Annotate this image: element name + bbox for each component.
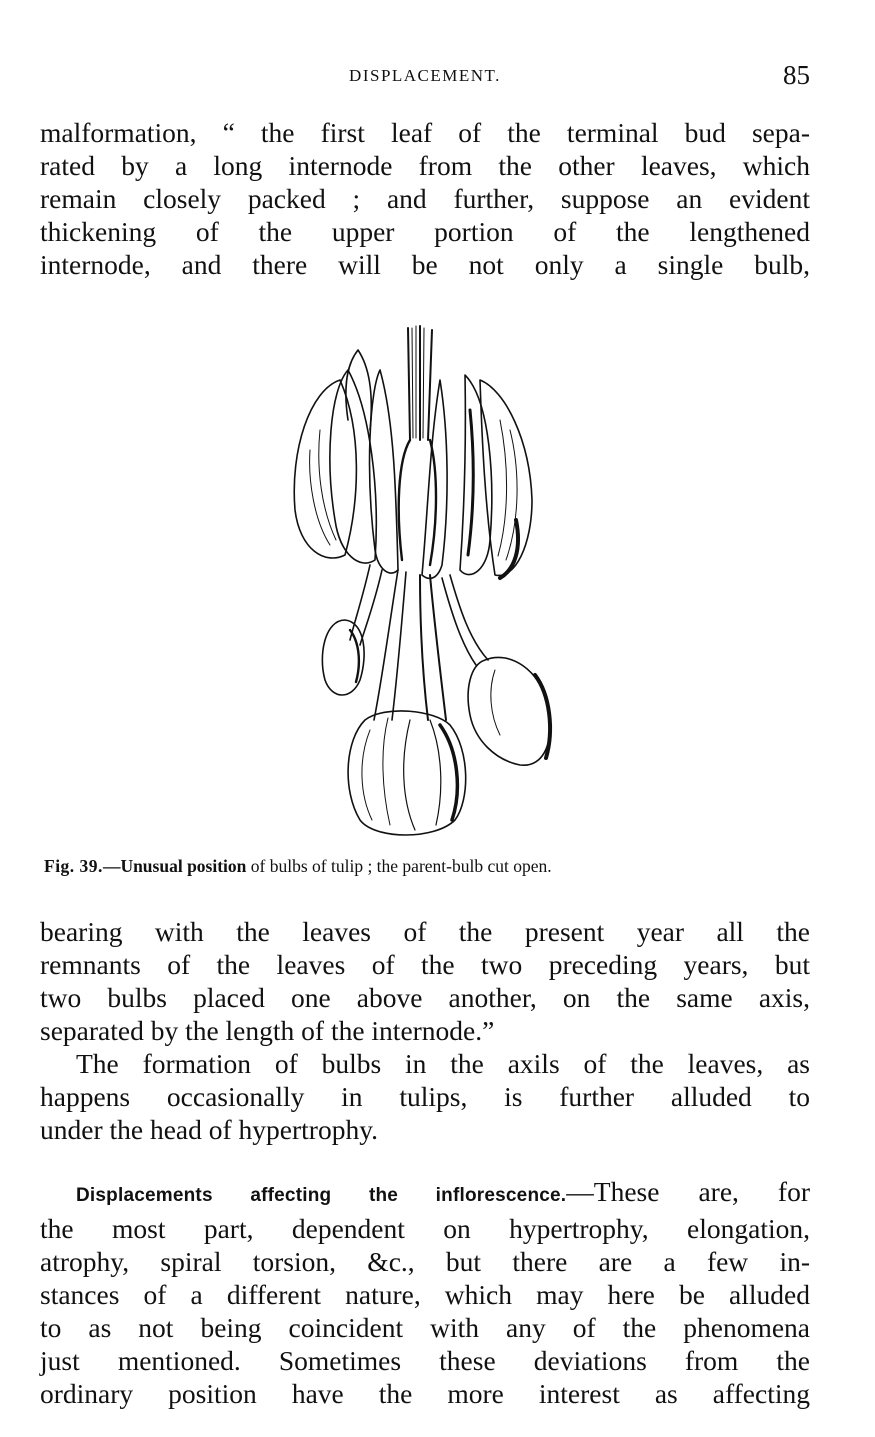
- figure-caption-text: of bulbs of tulip ; the parent-bulb cut open.: [246, 856, 552, 876]
- text-line: stances of a different nature, which may here be alluded: [40, 1279, 810, 1310]
- text-line: rated by a long internode from the other leaves, which: [40, 150, 810, 181]
- text-line: two bulbs placed one above another, on the same axis,: [40, 982, 810, 1013]
- tulip-bulbs-figure: [270, 320, 570, 840]
- page-number: 85: [783, 60, 810, 90]
- paragraph-quote-continuation: [40, 116, 810, 281]
- paragraph-inflorescence: [40, 1175, 810, 1410]
- text-line: separated by the length of the internode.”: [40, 1015, 495, 1046]
- running-title: DISPLACEMENT.: [349, 66, 501, 85]
- figure-caption: [44, 856, 814, 877]
- paragraph-bulb-formation: [40, 1047, 810, 1146]
- text-line: to as not being coincident with any of the phenomena: [40, 1312, 810, 1343]
- text-line: ordinary position have the more interest as affecting: [40, 1378, 810, 1409]
- text-line-rest: —These are, for: [566, 1176, 810, 1207]
- paragraph-quote-end: [40, 915, 810, 1047]
- text-line: malformation, “ the first leaf of the terminal bud sepa-: [40, 117, 810, 148]
- section-lead-in: Displacements affecting the inflorescence.: [76, 1185, 567, 1206]
- text-line: atrophy, spiral torsion, &c., but there are a few in-: [40, 1246, 810, 1277]
- figure-title: —Unusual position: [102, 856, 247, 876]
- text-line: the most part, dependent on hypertrophy, elongation,: [40, 1213, 810, 1244]
- text-line: remain closely packed ; and further, suppose an evident: [40, 183, 810, 214]
- text-line: just mentioned. Sometimes these deviations from the: [40, 1345, 810, 1376]
- text-line: thickening of the upper portion of the lengthened: [40, 216, 810, 247]
- text-line: The formation of bulbs in the axils of the leaves, as: [76, 1048, 810, 1079]
- running-head: [40, 60, 810, 92]
- text-line: happens occasionally in tulips, is further alluded to: [40, 1081, 810, 1112]
- text-line: remnants of the leaves of the two preceding years, but: [40, 949, 810, 980]
- text-line: under the head of hypertrophy.: [40, 1114, 379, 1145]
- figure-label: Fig. 39.: [44, 856, 103, 876]
- tulip-bulbs-illustration: [270, 320, 570, 840]
- text-line: bearing with the leaves of the present year all the: [40, 916, 810, 947]
- text-line: [40, 1175, 810, 1212]
- text-line: internode, and there will be not only a single bulb,: [40, 249, 810, 280]
